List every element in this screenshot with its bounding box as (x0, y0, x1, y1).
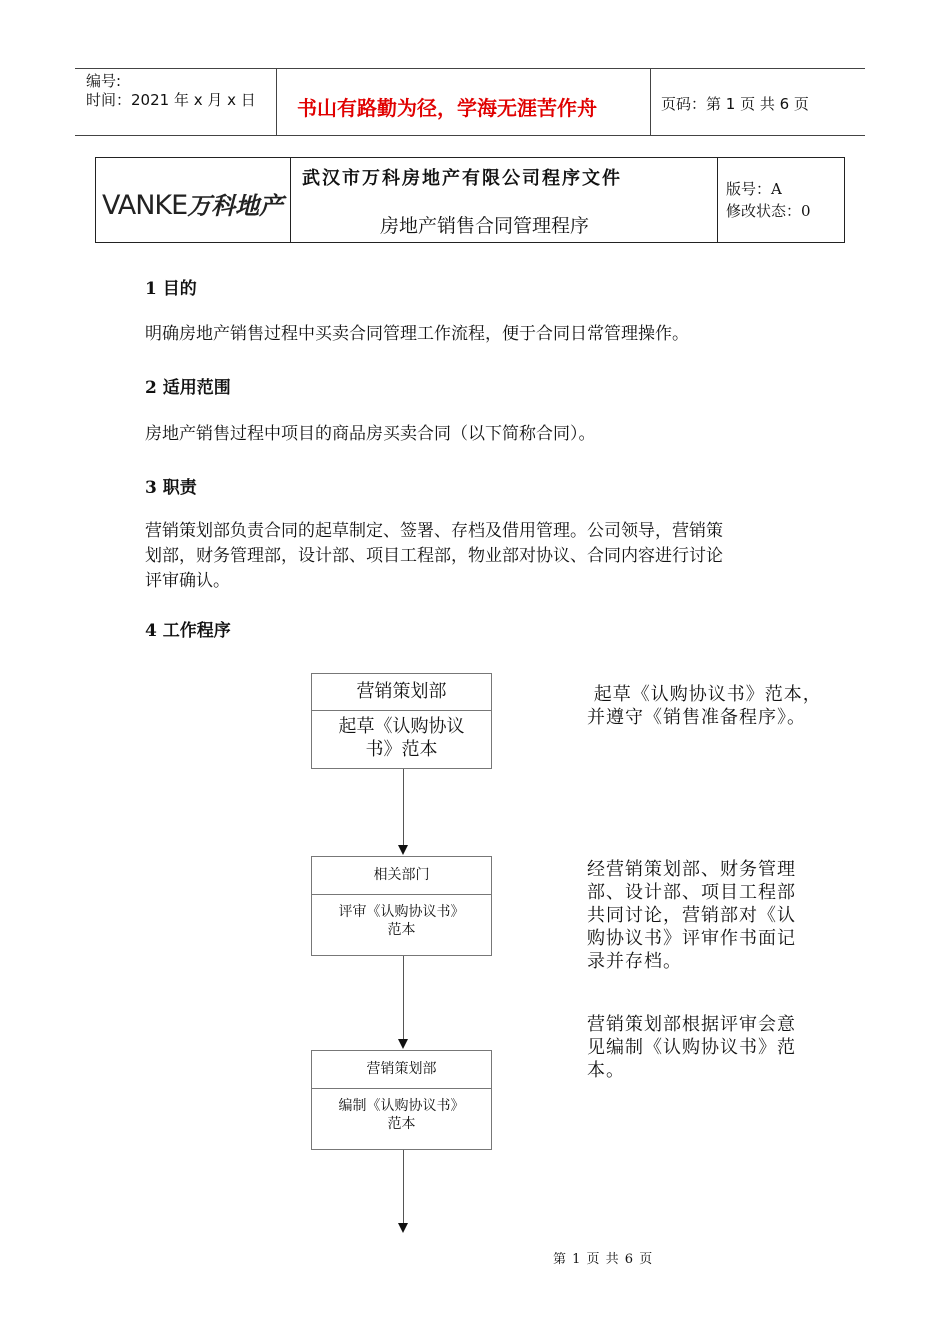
flow-note-2 (587, 858, 796, 973)
section-body-purpose: 明确房地产销售过程中买卖合同管理工作流程，便于合同日常管理操作。 (145, 324, 689, 344)
flow-step-3-action-line-1: 编制《认购协议书》 (338, 1098, 465, 1114)
page-footer: 第 1 页 共 6 页 (553, 1252, 654, 1267)
doc-title: 房地产销售合同管理程序 (380, 215, 590, 237)
flow-note-2-line-2: 部、设计部、项目工程部 (587, 882, 796, 903)
header-bottom-rule (75, 135, 865, 136)
flow-note-2-line-3: 共同讨论，营销部对《认 (587, 905, 796, 926)
flow-arrow-1 (398, 845, 408, 855)
page-info: 页码：第 1 页 共 6 页 (661, 95, 809, 113)
title-box-divider-1 (290, 158, 291, 242)
flow-step-3-action-line-2: 范本 (387, 1116, 416, 1132)
flow-step-2 (311, 856, 492, 956)
company-title: 武汉市万科房地产有限公司程序文件 (302, 168, 622, 189)
motto: 书山有路勤为径，学海无涯苦作舟 (297, 96, 597, 120)
number-label: 编号: (86, 72, 122, 90)
flow-step-2-action-line-1: 评审《认购协议书》 (338, 904, 465, 920)
header-divider-1 (276, 68, 277, 135)
flow-note-3-line-1: 营销策划部根据评审会意 (587, 1014, 796, 1035)
flow-connector-2 (403, 956, 404, 1040)
flow-note-3-line-3: 本。 (587, 1060, 625, 1081)
flow-arrow-3 (398, 1223, 408, 1233)
flow-step-3 (311, 1050, 492, 1150)
flow-note-2-line-4: 购协议书》评审作书面记 (587, 928, 796, 949)
section-heading-purpose: 1 目的 (145, 279, 197, 299)
version: 版号：A (726, 180, 782, 198)
flow-note-1-line-1: 起草《认购协议书》范本， (587, 684, 822, 705)
flow-step-1-action (312, 711, 491, 761)
logo-chinese: 万科地产 (187, 192, 284, 220)
flow-step-1-action-line-1: 起草《认购协议 (338, 716, 465, 737)
flow-note-2-line-5: 录并存档。 (587, 951, 682, 972)
flow-step-2-action-line-2: 范本 (387, 922, 416, 938)
flow-step-1 (311, 673, 492, 769)
time-label: 时间：2021 年 x 月 x 日 (86, 91, 256, 109)
section-heading-scope: 2 适用范围 (145, 378, 231, 398)
section-heading-procedure: 4 工作程序 (145, 621, 231, 641)
duties-line-2: 划部，财务管理部，设计部、项目工程部，物业部对协议、合同内容进行讨论 (145, 546, 723, 566)
flow-note-1 (587, 683, 822, 729)
section-body-duties (145, 519, 723, 594)
section-heading-duties: 3 职责 (145, 478, 197, 498)
flow-step-3-action (312, 1089, 491, 1133)
flow-note-2-line-1: 经营销策划部、财务管理 (587, 859, 796, 880)
flow-note-3-line-2: 见编制《认购协议书》范 (587, 1037, 796, 1058)
duties-line-1: 营销策划部负责合同的起草制定、签署、存档及借用管理。公司领导，营销策 (145, 521, 723, 541)
flow-connector-3 (403, 1150, 404, 1224)
duties-line-3: 评审确认。 (145, 571, 230, 591)
flow-note-3 (587, 1013, 796, 1082)
company-logo (102, 186, 283, 221)
revision-status: 修改状态：0 (726, 202, 811, 220)
flow-arrow-2 (398, 1039, 408, 1049)
header-top-rule (75, 68, 865, 69)
section-body-scope: 房地产销售过程中项目的商品房买卖合同（以下简称合同）。 (145, 424, 596, 444)
title-box-divider-2 (717, 158, 718, 242)
header-divider-2 (650, 68, 651, 135)
flow-step-2-action (312, 895, 491, 939)
logo-latin: VANKE (102, 190, 188, 221)
flow-step-1-dept: 营销策划部 (312, 674, 491, 711)
title-box (95, 157, 845, 243)
flow-step-2-dept: 相关部门 (312, 857, 491, 895)
flow-step-1-action-line-2: 书》范本 (365, 739, 438, 760)
flow-note-1-line-2: 并遵守《销售准备程序》。 (587, 707, 806, 728)
flow-connector-1 (403, 769, 404, 846)
flow-step-3-dept: 营销策划部 (312, 1051, 491, 1089)
